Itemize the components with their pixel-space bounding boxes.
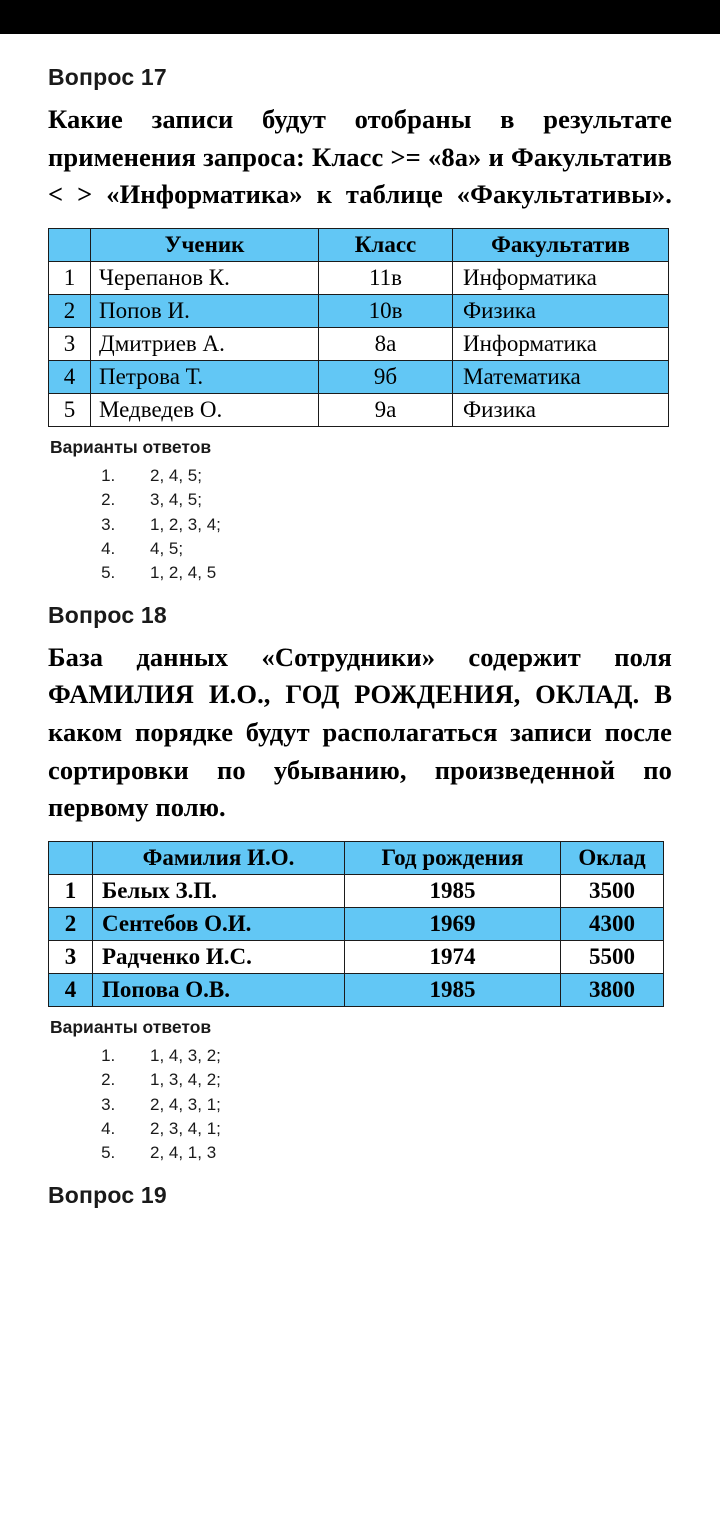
answer-option[interactable]: 1. 1, 4, 3, 2; [120, 1046, 672, 1067]
question-text: База данных «Сотрудники» содержит поля ФАМИЛИЯ И.О., ГОД РОЖДЕНИЯ, ОКЛАД. В каком порядке будут располагаться записи после сортировки по убыванию, произведенной по первому полю. [48, 641, 672, 823]
table-sotrudniki [48, 841, 664, 1007]
cell-familiya: Сентебов О.И. [93, 908, 345, 941]
cell-index: 4 [49, 361, 91, 394]
cell-index: 3 [49, 328, 91, 361]
answers-list [48, 1046, 672, 1164]
cell-fakultativ: Информатика [453, 328, 669, 361]
table-factultativy [48, 228, 669, 427]
status-bar [0, 0, 720, 34]
cell-index: 2 [49, 294, 91, 327]
cell-index: 1 [49, 261, 91, 294]
answer-option[interactable]: 3. 2, 4, 3, 1; [120, 1095, 672, 1116]
cell-fakultativ: Информатика [453, 261, 669, 294]
cell-klass: 11в [319, 261, 453, 294]
cell-klass: 9а [319, 394, 453, 427]
cell-index: 2 [49, 908, 93, 941]
document-page [0, 34, 720, 1209]
cell-god-rozhdeniya: 1985 [345, 875, 561, 908]
table-header-row [49, 228, 669, 261]
cell-uchenik: Медведев О. [91, 394, 319, 427]
answer-option[interactable]: 2. 3, 4, 5; [120, 490, 672, 511]
table-row [49, 908, 664, 941]
cell-index: 5 [49, 394, 91, 427]
cell-familiya: Попова О.В. [93, 974, 345, 1007]
cell-klass: 10в [319, 294, 453, 327]
column-header-familiya: Фамилия И.О. [93, 841, 345, 874]
answers-label: Варианты ответов [50, 437, 212, 458]
cell-index: 1 [49, 875, 93, 908]
cell-index: 4 [49, 974, 93, 1007]
cell-god-rozhdeniya: 1985 [345, 974, 561, 1007]
cell-fakultativ: Физика [453, 294, 669, 327]
column-header-oklad: Оклад [561, 841, 664, 874]
cell-oklad: 4300 [561, 908, 664, 941]
answer-option[interactable]: 4. 2, 3, 4, 1; [120, 1119, 672, 1140]
cell-index: 3 [49, 941, 93, 974]
table-row [49, 875, 664, 908]
answer-option[interactable]: 2. 1, 3, 4, 2; [120, 1070, 672, 1091]
cell-familiya: Радченко И.С. [93, 941, 345, 974]
table-row [49, 261, 669, 294]
question-title: Вопрос 17 [48, 64, 167, 90]
answer-option[interactable]: 4. 4, 5; [120, 539, 672, 560]
question-block-17 [48, 64, 672, 584]
table-row [49, 941, 664, 974]
cell-uchenik: Петрова Т. [91, 361, 319, 394]
cell-klass: 8а [319, 328, 453, 361]
table-row [49, 294, 669, 327]
question-title: Вопрос 19 [48, 1181, 167, 1208]
table-row [49, 974, 664, 1007]
question-block-18 [48, 602, 672, 1164]
answer-option[interactable]: 3. 1, 2, 3, 4; [120, 515, 672, 536]
question-title: Вопрос 18 [48, 601, 167, 628]
column-header-fakultativ: Факультатив [453, 228, 669, 261]
answers-label: Варианты ответов [50, 1017, 212, 1038]
question-block-19 [48, 1182, 672, 1209]
table-row [49, 394, 669, 427]
cell-god-rozhdeniya: 1969 [345, 908, 561, 941]
cell-uchenik: Попов И. [91, 294, 319, 327]
cell-uchenik: Черепанов К. [91, 261, 319, 294]
answer-option[interactable]: 5. 1, 2, 4, 5 [120, 563, 672, 584]
column-header-klass: Класс [319, 228, 453, 261]
column-header-index [49, 841, 93, 874]
column-header-uchenik: Ученик [91, 228, 319, 261]
cell-klass: 9б [319, 361, 453, 394]
table-header-row [49, 841, 664, 874]
answer-option[interactable]: 1. 2, 4, 5; [120, 466, 672, 487]
cell-fakultativ: Математика [453, 361, 669, 394]
question-text: Какие записи будут отобраны в результате применения запроса: Класс >= «8а» и Факультатив < > «Информатика» к таблице «Факультативы». [48, 104, 672, 210]
cell-oklad: 3500 [561, 875, 664, 908]
answer-option[interactable]: 5. 2, 4, 1, 3 [120, 1143, 672, 1164]
cell-fakultativ: Физика [453, 394, 669, 427]
cell-oklad: 3800 [561, 974, 664, 1007]
cell-oklad: 5500 [561, 941, 664, 974]
cell-god-rozhdeniya: 1974 [345, 941, 561, 974]
cell-familiya: Белых З.П. [93, 875, 345, 908]
table-row [49, 361, 669, 394]
cell-uchenik: Дмитриев А. [91, 328, 319, 361]
table-row [49, 328, 669, 361]
column-header-index [49, 228, 91, 261]
answers-list [48, 466, 672, 584]
column-header-god-rozhdeniya: Год рождения [345, 841, 561, 874]
